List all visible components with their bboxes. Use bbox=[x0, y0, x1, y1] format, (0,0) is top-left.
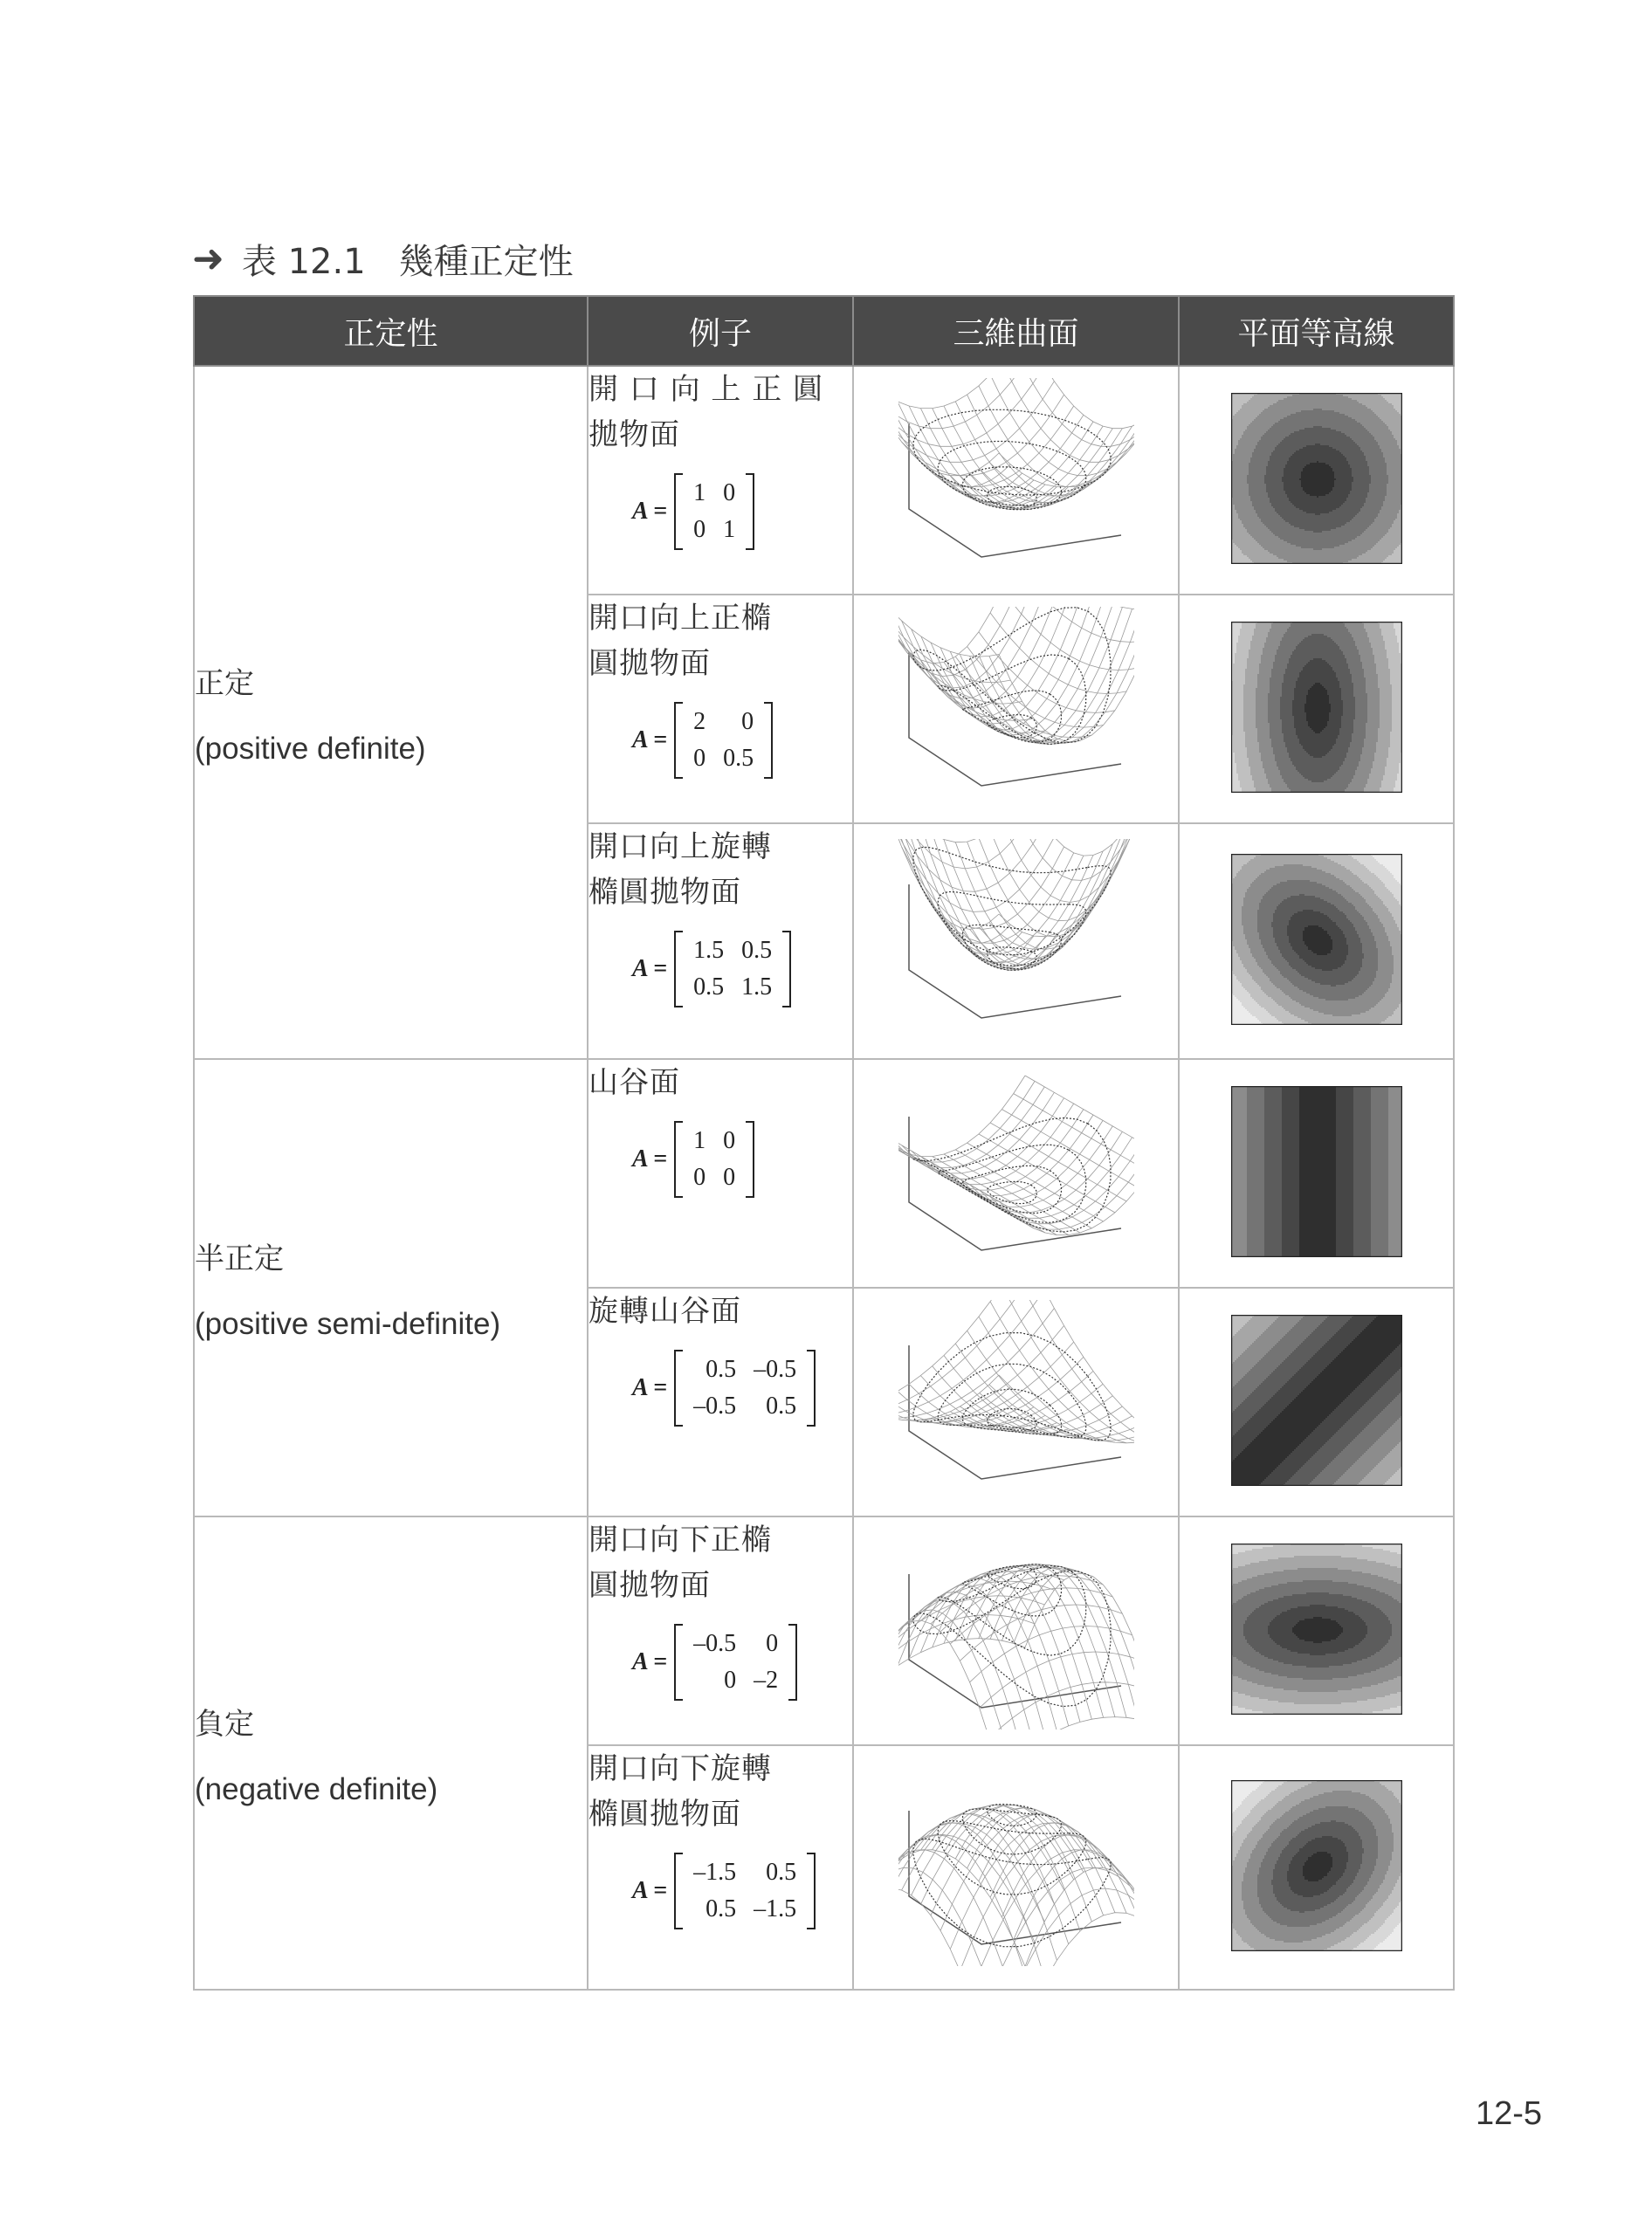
example-cell bbox=[588, 1516, 853, 1745]
example-name-cont: 拋物面 bbox=[589, 412, 852, 457]
matrix-entry: 0 bbox=[714, 1159, 744, 1196]
contour-cell bbox=[1179, 1516, 1454, 1745]
definiteness-table bbox=[193, 295, 1455, 1991]
example-name-cont: 橢圓拋物面 bbox=[589, 870, 852, 915]
table-row bbox=[194, 1059, 1454, 1288]
header-3d-surface: 三維曲面 bbox=[853, 296, 1179, 366]
contour-cell bbox=[1179, 366, 1454, 595]
matrix-formula bbox=[632, 1624, 852, 1701]
surface-plot bbox=[898, 607, 1134, 808]
matrix-formula bbox=[632, 473, 852, 550]
surface-plot bbox=[898, 378, 1134, 579]
header-row bbox=[194, 296, 1454, 366]
contour-cell bbox=[1179, 1288, 1454, 1516]
contour-cell bbox=[1179, 1059, 1454, 1288]
matrix-entry: 0.5 bbox=[685, 1891, 745, 1928]
example-cell bbox=[588, 595, 853, 823]
contour-cell bbox=[1179, 595, 1454, 823]
matrix-label: A = bbox=[632, 1374, 667, 1402]
surface-plot bbox=[898, 1765, 1134, 1966]
matrix-label: A = bbox=[632, 955, 667, 983]
example-cell bbox=[588, 366, 853, 595]
matrix-entry: –1.5 bbox=[745, 1891, 805, 1928]
surface-plot bbox=[898, 1300, 1134, 1501]
example-name: 山谷面 bbox=[589, 1060, 852, 1105]
contour-plot bbox=[1231, 1315, 1402, 1486]
example-name: 開口向下旋轉 bbox=[589, 1746, 852, 1791]
contour-plot bbox=[1231, 854, 1402, 1025]
matrix-entry: 1 bbox=[685, 475, 714, 512]
surface-cell bbox=[853, 1745, 1179, 1990]
matrix-entry: –0.5 bbox=[685, 1388, 745, 1425]
contour-plot bbox=[1231, 622, 1402, 793]
surface-cell bbox=[853, 1516, 1179, 1745]
matrix-label: A = bbox=[632, 1877, 667, 1905]
arrow-right-icon: ➜ bbox=[192, 237, 224, 281]
header-contour: 平面等高線 bbox=[1179, 296, 1454, 366]
example-name: 開 口 向 上 正 圓 bbox=[589, 367, 852, 412]
example-name-cont: 橢圓拋物面 bbox=[589, 1791, 852, 1837]
matrix-entry: 0 bbox=[745, 1626, 787, 1662]
category-name-en: (negative definite) bbox=[195, 1772, 587, 1807]
matrix-bracket bbox=[674, 1121, 754, 1198]
matrix-entry: 0.5 bbox=[685, 969, 733, 1006]
surface-plot bbox=[898, 1529, 1134, 1730]
example-name: 開口向下正橢 bbox=[589, 1517, 852, 1563]
matrix-entry: 2 bbox=[685, 704, 714, 740]
matrix-formula bbox=[632, 1350, 852, 1427]
header-definiteness: 正定性 bbox=[194, 296, 588, 366]
matrix-entry: 1 bbox=[714, 512, 744, 548]
matrix-bracket bbox=[674, 702, 773, 779]
matrix-entry: 0.5 bbox=[745, 1854, 805, 1891]
matrix-formula bbox=[632, 1853, 852, 1929]
category-name-en: (positive semi-definite) bbox=[195, 1307, 587, 1342]
contour-plot bbox=[1231, 1086, 1402, 1257]
matrix-entry: 0 bbox=[714, 475, 744, 512]
matrix-label: A = bbox=[632, 498, 667, 526]
example-name: 開口向上正橢 bbox=[589, 595, 852, 641]
table-title: 幾種正定性 bbox=[399, 234, 574, 284]
category-name-en: (positive definite) bbox=[195, 732, 587, 767]
definiteness-category bbox=[194, 1059, 588, 1516]
matrix-entry: –1.5 bbox=[685, 1854, 745, 1891]
matrix-entry: 0 bbox=[714, 1123, 744, 1159]
definiteness-category bbox=[194, 366, 588, 1059]
category-name-zh: 正定 bbox=[195, 659, 587, 702]
matrix-entry: 0.5 bbox=[745, 1388, 805, 1425]
matrix-formula bbox=[632, 702, 852, 779]
surface-cell bbox=[853, 595, 1179, 823]
matrix-entry: 0.5 bbox=[714, 740, 762, 777]
matrix-bracket bbox=[674, 1624, 797, 1701]
header-example: 例子 bbox=[588, 296, 853, 366]
surface-plot bbox=[898, 839, 1134, 1040]
table-row bbox=[194, 366, 1454, 595]
example-cell bbox=[588, 1288, 853, 1516]
surface-plot bbox=[898, 1071, 1134, 1272]
example-name: 旋轉山谷面 bbox=[589, 1289, 852, 1334]
table-number: 表 12.1 bbox=[242, 234, 366, 284]
matrix-entry: 0 bbox=[685, 1662, 745, 1699]
example-name-cont: 圓拋物面 bbox=[589, 641, 852, 686]
matrix-entry: –0.5 bbox=[685, 1626, 745, 1662]
matrix-bracket bbox=[674, 1853, 816, 1929]
example-name: 開口向上旋轉 bbox=[589, 824, 852, 870]
contour-plot bbox=[1231, 393, 1402, 564]
matrix-entry: 0 bbox=[685, 740, 714, 777]
page-number: 12-5 bbox=[1476, 2095, 1542, 2133]
matrix-entry: –2 bbox=[745, 1662, 787, 1699]
example-name-cont: 圓拋物面 bbox=[589, 1563, 852, 1608]
matrix-entry: 1.5 bbox=[733, 969, 781, 1006]
matrix-entry: 0.5 bbox=[685, 1351, 745, 1388]
matrix-label: A = bbox=[632, 1648, 667, 1676]
matrix-bracket bbox=[674, 1350, 816, 1427]
matrix-entry: 0 bbox=[714, 704, 762, 740]
contour-plot bbox=[1231, 1544, 1402, 1715]
matrix-entry: –0.5 bbox=[745, 1351, 805, 1388]
category-name-zh: 半正定 bbox=[195, 1234, 587, 1277]
category-name-zh: 負定 bbox=[195, 1700, 587, 1743]
surface-cell bbox=[853, 366, 1179, 595]
matrix-bracket bbox=[674, 931, 791, 1007]
table-row bbox=[194, 1516, 1454, 1745]
contour-cell bbox=[1179, 823, 1454, 1059]
surface-cell bbox=[853, 1059, 1179, 1288]
matrix-bracket bbox=[674, 473, 754, 550]
contour-plot bbox=[1231, 1780, 1402, 1951]
matrix-entry: 1 bbox=[685, 1123, 714, 1159]
example-cell bbox=[588, 1059, 853, 1288]
matrix-label: A = bbox=[632, 1145, 667, 1173]
surface-cell bbox=[853, 1288, 1179, 1516]
example-cell bbox=[588, 1745, 853, 1990]
matrix-label: A = bbox=[632, 726, 667, 754]
matrix-entry: 0.5 bbox=[733, 932, 781, 969]
table-caption bbox=[192, 234, 574, 283]
matrix-formula bbox=[632, 1121, 852, 1198]
definiteness-category bbox=[194, 1516, 588, 1990]
contour-cell bbox=[1179, 1745, 1454, 1990]
matrix-entry: 0 bbox=[685, 512, 714, 548]
surface-cell bbox=[853, 823, 1179, 1059]
matrix-entry: 0 bbox=[685, 1159, 714, 1196]
example-cell bbox=[588, 823, 853, 1059]
matrix-entry: 1.5 bbox=[685, 932, 733, 969]
matrix-formula bbox=[632, 931, 852, 1007]
